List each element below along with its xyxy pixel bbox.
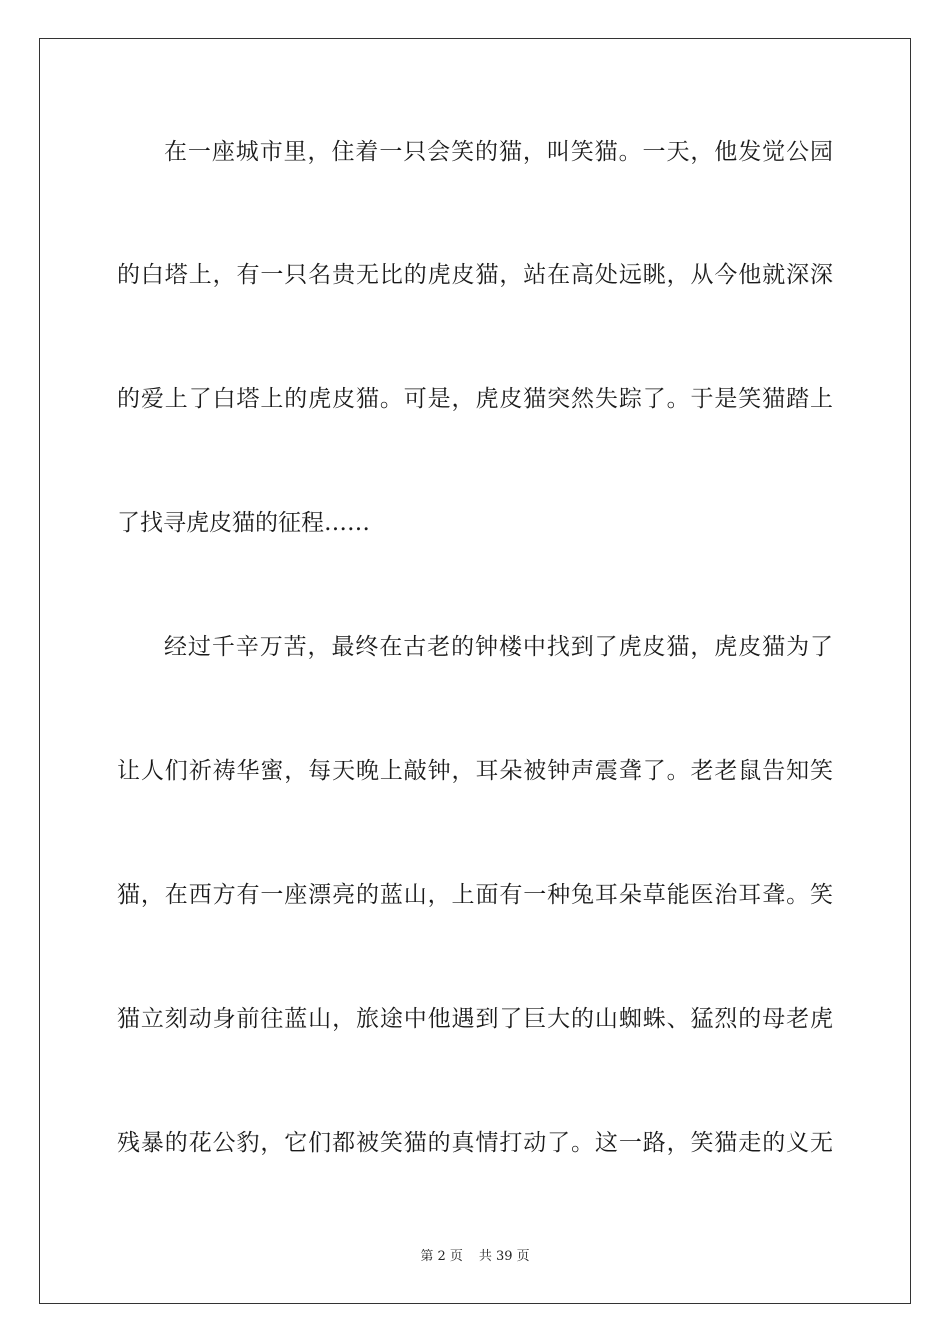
page-number: 第 2 页: [420, 1249, 463, 1264]
text-line: 猫，在西方有一座漂亮的蓝山，上面有一种兔耳朵草能医治耳聋。笑: [117, 882, 833, 908]
text-line: 的爱上了白塔上的虎皮猫。可是，虎皮猫突然失踪了。于是笑猫踏上: [117, 386, 833, 412]
page-footer: [0, 1248, 950, 1266]
page-border: [39, 38, 911, 1304]
text-line: 的白塔上，有一只名贵无比的虎皮猫，站在高处远眺，从今他就深深: [117, 262, 833, 288]
page-total: 共 39 页: [478, 1249, 530, 1264]
text-line: 在一座城市里，住着一只会笑的猫，叫笑猫。一天，他发觉公园: [164, 139, 833, 165]
text-line: 经过千辛万苦，最终在古老的钟楼中找到了虎皮猫，虎皮猫为了: [164, 634, 833, 660]
text-line: 残暴的花公豹，它们都被笑猫的真情打动了。这一路，笑猫走的义无: [117, 1130, 833, 1156]
text-line: 了找寻虎皮猫的征程……: [117, 510, 370, 536]
text-line: 让人们祈祷华蜜，每天晚上敲钟，耳朵被钟声震聋了。老老鼠告知笑: [117, 758, 833, 784]
text-line: 猫立刻动身前往蓝山，旅途中他遇到了巨大的山蜘蛛、猛烈的母老虎: [117, 1006, 833, 1032]
